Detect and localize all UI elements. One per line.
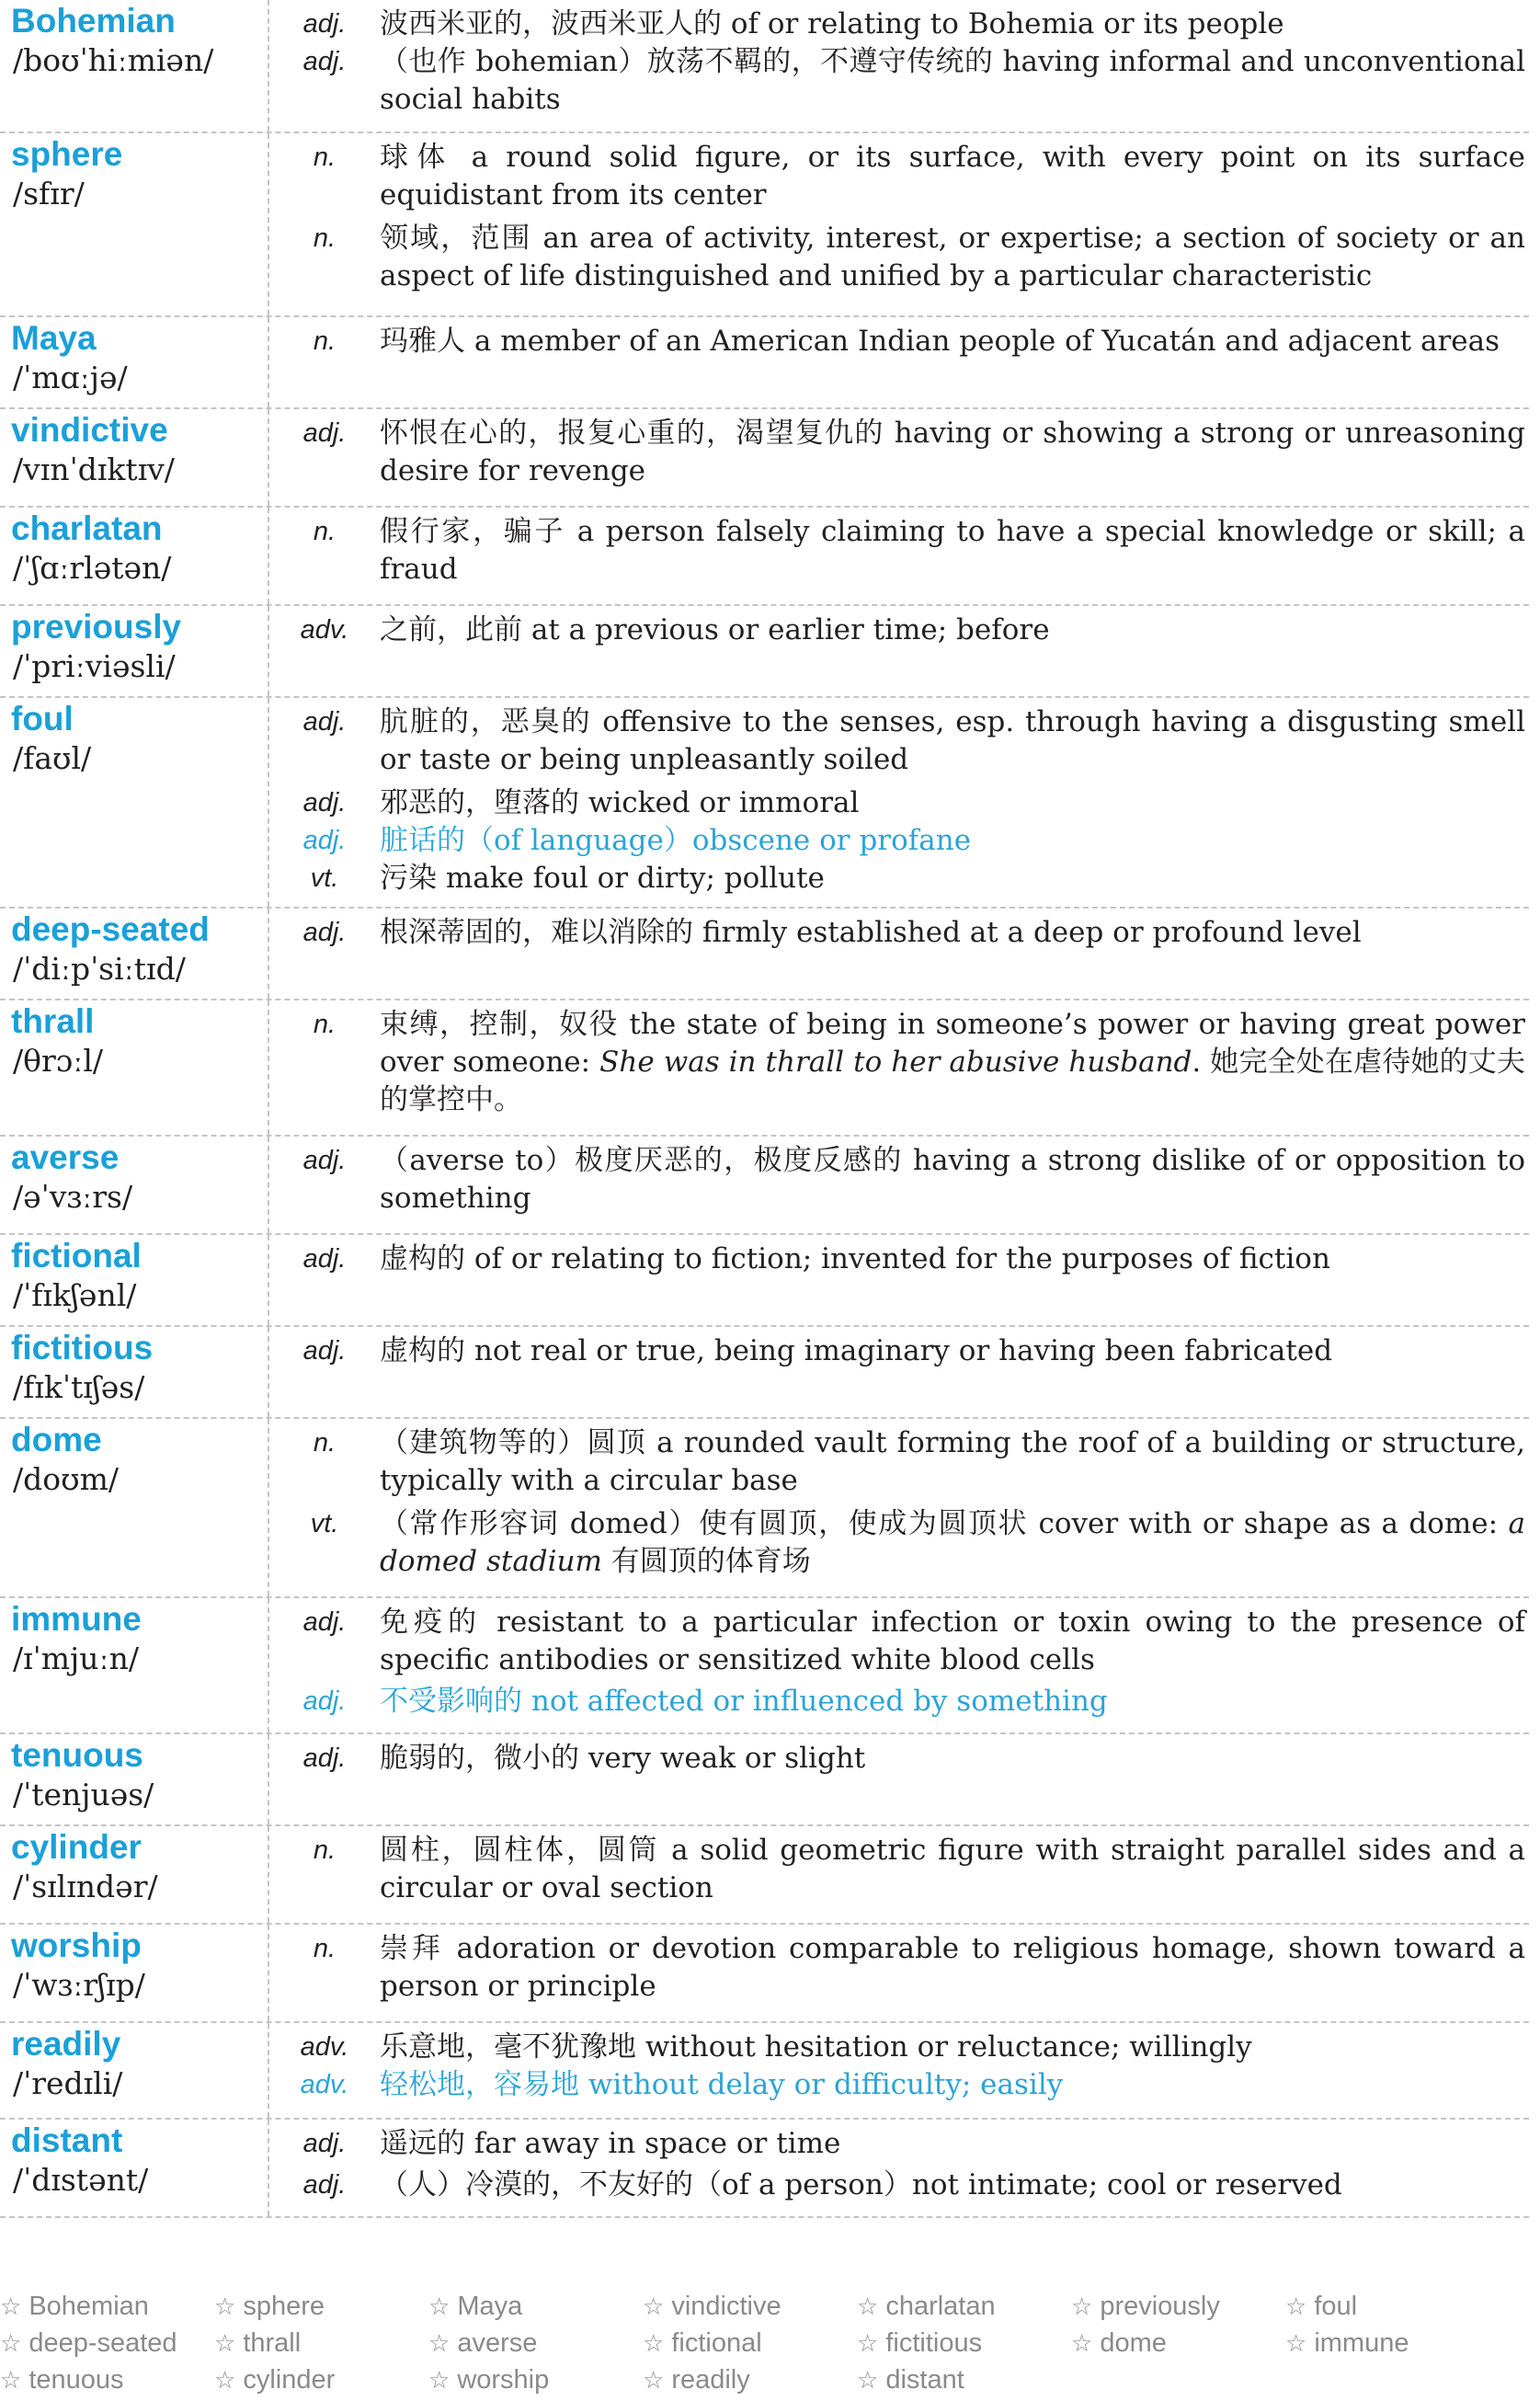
- index-item: [0, 2288, 214, 2325]
- sense: [269, 1930, 1529, 2006]
- example: She was in thrall to her abusive husband: [599, 1046, 1192, 1079]
- definition: 假行家，骗子 a person falsely claiming to have a special knowledge or skill; a fraud: [380, 515, 1525, 586]
- index-item: [214, 2361, 428, 2398]
- index-item: [0, 2361, 214, 2398]
- phonetic: /ˈdɪstənt/: [13, 2162, 149, 2198]
- definition: 球体 a round solid figure, or its surface, with every point on its surface equidistant from its center: [380, 141, 1525, 212]
- sense: [269, 1505, 1529, 1581]
- definition: [380, 1505, 1529, 1581]
- definitions: [269, 2120, 1529, 2216]
- word-column: [0, 1235, 269, 1325]
- index-item: [214, 2288, 428, 2325]
- phonetic: /faʊl/: [13, 740, 92, 776]
- part-of-speech: vt.: [310, 863, 339, 893]
- index-word: deep-seated: [29, 2328, 177, 2358]
- entry-fictional: [0, 1235, 1529, 1327]
- part-of-speech: adv.: [300, 2032, 349, 2062]
- definition: 崇拜 adoration or devotion comparable to religious homage, shown toward a person or principle: [380, 1932, 1525, 2003]
- sense: [269, 2167, 1529, 2204]
- index-item: [643, 2361, 857, 2398]
- part-of-speech: adj.: [302, 2129, 347, 2158]
- part-of-speech: adj.: [302, 418, 347, 448]
- sense: [269, 513, 1529, 589]
- star-icon: ☆: [214, 2292, 236, 2320]
- index-word: vindictive: [671, 2292, 781, 2321]
- index-word: cylinder: [243, 2365, 336, 2395]
- part-of-speech: adj.: [302, 1686, 347, 1716]
- phonetic: /ˈsɪlɪndər/: [13, 1869, 158, 1904]
- phonetic: /ˈdiːpˈsiːtɪd/: [13, 951, 186, 987]
- part-of-speech: adj.: [302, 826, 347, 855]
- definition: 肮脏的，恶臭的 offensive to the senses, esp. through having a disgusting smell or taste or being unpleasantly soiled: [380, 705, 1525, 776]
- definition: （建筑物等的）圆顶 a rounded vault forming the roof of a building or structure, typically with a circular base: [380, 1426, 1525, 1497]
- entry-foul: [0, 698, 1529, 909]
- headword: readily: [11, 2025, 121, 2063]
- definitions: [269, 1734, 1529, 1824]
- sense: [269, 1604, 1529, 1679]
- definitions: [269, 1137, 1529, 1233]
- part-of-speech: n.: [313, 1010, 337, 1039]
- index-item: [1285, 2325, 1500, 2361]
- index-item: [857, 2325, 1071, 2361]
- index-word: fictitious: [885, 2328, 983, 2358]
- sense: [269, 415, 1529, 490]
- index-word: thrall: [243, 2328, 302, 2358]
- headword: immune: [11, 1600, 142, 1638]
- star-icon: ☆: [643, 2329, 665, 2357]
- part-of-speech: adj.: [302, 1336, 347, 1366]
- entry-tenuous: [0, 1734, 1529, 1826]
- definition: [380, 1006, 1529, 1119]
- part-of-speech: vt.: [310, 1509, 339, 1538]
- word-column: [0, 1925, 269, 2021]
- index-item: [214, 2325, 428, 2361]
- headword: fictional: [11, 1237, 142, 1275]
- part-of-speech: adj.: [302, 2170, 347, 2200]
- index-item: [1071, 2288, 1285, 2325]
- index-word: distant: [885, 2365, 964, 2395]
- entry-charlatan: [0, 508, 1529, 606]
- entry-vindictive: [0, 409, 1529, 508]
- entry-previously: [0, 606, 1529, 698]
- definition: 根深蒂固的，难以消除的 firmly established at a deep or profound level: [380, 916, 1362, 949]
- part-of-speech: adj.: [302, 1607, 347, 1637]
- sense: [269, 784, 1529, 822]
- definition: 虚构的 of or relating to fiction; invented for the purposes of fiction: [380, 1242, 1330, 1275]
- index-word: dome: [1100, 2328, 1167, 2358]
- definitions: [269, 1419, 1529, 1596]
- sense: [269, 1424, 1529, 1500]
- definitions: [269, 508, 1529, 604]
- headword: averse: [11, 1138, 120, 1176]
- star-icon: ☆: [1071, 2329, 1093, 2357]
- sense: [269, 860, 1529, 898]
- index-word: foul: [1314, 2292, 1358, 2321]
- sense: [269, 2029, 1529, 2066]
- word-column: [0, 508, 269, 604]
- part-of-speech: adv.: [300, 2070, 349, 2099]
- definitions: [269, 317, 1529, 407]
- definition: 圆柱，圆柱体，圆筒 a solid geometric figure with straight parallel sides and a circular or oval section: [380, 1834, 1525, 1904]
- definitions: [269, 1327, 1529, 1417]
- headword: sphere: [11, 135, 123, 173]
- word-column: [0, 909, 269, 999]
- star-icon: ☆: [428, 2292, 451, 2320]
- star-icon: ☆: [0, 2292, 22, 2320]
- index-word: previously: [1100, 2292, 1220, 2321]
- entry-dome: [0, 1419, 1529, 1598]
- index-item: [0, 2325, 214, 2361]
- word-column: [0, 1734, 269, 1824]
- star-icon: ☆: [428, 2329, 451, 2357]
- index-item: [428, 2288, 643, 2325]
- sense: [269, 1332, 1529, 1370]
- word-column: [0, 1598, 269, 1732]
- phonetic: /ˈwɜːrʃɪp/: [13, 1967, 145, 2003]
- star-icon: ☆: [857, 2329, 879, 2357]
- index-word: charlatan: [885, 2292, 996, 2321]
- word-column: [0, 1000, 269, 1135]
- phonetic: /ˈredɪli/: [13, 2065, 123, 2101]
- part-of-speech: n.: [313, 143, 337, 172]
- definition: 之前，此前 at a previous or earlier time; before: [380, 613, 1050, 646]
- headword: Maya: [11, 319, 97, 357]
- definition: 领域，范围 an area of activity, interest, or expertise; a section of society or an aspect of life distinguished and unified by a particular characteristic: [380, 222, 1525, 292]
- definitions: [269, 909, 1529, 999]
- part-of-speech: n.: [313, 1835, 337, 1865]
- index-word: immune: [1314, 2328, 1409, 2358]
- phonetic: /θrɔːl/: [13, 1043, 104, 1079]
- headword: fictitious: [11, 1329, 154, 1366]
- headword: Bohemian: [11, 2, 176, 40]
- part-of-speech: n.: [313, 1934, 337, 1963]
- star-icon: ☆: [643, 2292, 665, 2320]
- example: a domed stadium: [380, 1507, 1525, 1578]
- part-of-speech: n.: [313, 223, 337, 253]
- definition: 不受影响的 not affected or influenced by something: [380, 1685, 1108, 1718]
- definitions: [269, 606, 1529, 696]
- sense-highlighted: [269, 2066, 1529, 2104]
- entry-worship: [0, 1925, 1529, 2023]
- definition: 波西米亚的，波西米亚人的 of or relating to Bohemia or its people: [380, 7, 1284, 40]
- index-item: [643, 2288, 857, 2325]
- sense: [269, 1241, 1529, 1278]
- sense: [269, 1832, 1529, 1907]
- definition: 邪恶的，堕落的 wicked or immoral: [380, 786, 860, 819]
- index-item: [1285, 2288, 1500, 2325]
- entry-thrall: [0, 1000, 1529, 1137]
- word-column: [0, 1419, 269, 1596]
- entry-readily: [0, 2023, 1529, 2120]
- sense: [269, 612, 1529, 649]
- headword: dome: [11, 1421, 102, 1458]
- word-column: [0, 1826, 269, 1923]
- sense: [269, 43, 1529, 119]
- entry-maya: [0, 317, 1529, 409]
- word-column: [0, 2023, 269, 2118]
- headword: deep-seated: [11, 910, 210, 948]
- star-icon: ☆: [428, 2366, 451, 2394]
- phonetic: /ˈtenjuəs/: [13, 1777, 154, 1812]
- index-item: [428, 2361, 643, 2398]
- part-of-speech: n.: [313, 326, 337, 356]
- sense: [269, 1740, 1529, 1778]
- headword: tenuous: [11, 1736, 143, 1774]
- entry-sphere: [0, 133, 1529, 317]
- sense: [269, 139, 1529, 214]
- sense: [269, 6, 1529, 43]
- part-of-speech: n.: [313, 1428, 337, 1458]
- sense: [269, 1142, 1529, 1218]
- sense: [269, 914, 1529, 952]
- definitions: [269, 409, 1529, 506]
- definitions: [269, 1598, 1529, 1732]
- part-of-speech: adj.: [302, 707, 347, 737]
- definition: 轻松地，容易地 without delay or difficulty; easily: [380, 2068, 1064, 2101]
- part-of-speech: adv.: [300, 615, 349, 645]
- definition: （averse to）极度厌恶的，极度反感的 having a strong dislike of or opposition to something: [380, 1144, 1525, 1215]
- headword: previously: [11, 608, 182, 646]
- word-column: [0, 133, 269, 315]
- headword: thrall: [11, 1002, 95, 1040]
- phonetic: /ˈmɑːjə/: [13, 360, 128, 395]
- phonetic: /vɪnˈdɪktɪv/: [13, 452, 175, 487]
- definition-text: （常作形容词 domed）使有圆顶，使成为圆顶状 cover with or shape as a dome:: [380, 1507, 1509, 1540]
- definition: 脆弱的，微小的 very weak or slight: [380, 1742, 866, 1775]
- phonetic: /ˈʃɑːrlətən/: [13, 550, 172, 586]
- star-icon: ☆: [857, 2366, 879, 2394]
- part-of-speech: adj.: [302, 47, 347, 76]
- phonetic: /ɪˈmjuːn/: [13, 1641, 140, 1676]
- part-of-speech: adj.: [302, 918, 347, 947]
- definition: 脏话的（of language）obscene or profane: [380, 824, 972, 857]
- definition: 污染 make foul or dirty; pollute: [380, 862, 825, 895]
- part-of-speech: adj.: [302, 1744, 347, 1773]
- sense: [269, 703, 1529, 779]
- entry-deep-seated: [0, 909, 1529, 1000]
- word-column: [0, 317, 269, 407]
- definition: （也作 bohemian）放荡不羁的，不遵守传统的 having informal and unconventional social habits: [380, 45, 1525, 116]
- word-index: [0, 2288, 1540, 2398]
- definition: 怀恨在心的，报复心重的，渴望复仇的 having or showing a strong or unreasoning desire for revenge: [380, 417, 1525, 487]
- index-item: [857, 2361, 1071, 2398]
- headword: vindictive: [11, 411, 168, 449]
- star-icon: ☆: [1071, 2292, 1093, 2320]
- star-icon: ☆: [1285, 2292, 1307, 2320]
- star-icon: ☆: [1285, 2329, 1307, 2357]
- index-word: Bohemian: [29, 2292, 149, 2321]
- phonetic: /doʊm/: [13, 1461, 119, 1497]
- example-translation: . 她完全处在虐待她的丈夫的掌控中。: [380, 1046, 1525, 1116]
- word-column: [0, 1327, 269, 1417]
- phonetic: /boʊˈhiːmiən/: [13, 42, 214, 78]
- star-icon: ☆: [214, 2366, 236, 2394]
- star-icon: ☆: [0, 2329, 22, 2357]
- word-column: [0, 698, 269, 907]
- sense: [269, 220, 1529, 295]
- headword: worship: [11, 1927, 142, 1964]
- index-item: [857, 2288, 1071, 2325]
- definition-text: 束缚，控制，奴役 the state of being in someone’s power or having great power over someone:: [380, 1008, 1525, 1079]
- definitions: [269, 133, 1529, 315]
- definition: 玛雅人 a member of an American Indian people of Yucatán and adjacent areas: [380, 325, 1500, 358]
- word-column: [0, 606, 269, 696]
- definition: 乐意地，毫不犹豫地 without hesitation or reluctance; willingly: [380, 2030, 1252, 2064]
- index-word: tenuous: [29, 2365, 124, 2395]
- definition: （人）冷漠的，不友好的（of a person）not intimate; cool or reserved: [380, 2168, 1342, 2201]
- entry-fictitious: [0, 1327, 1529, 1419]
- definitions: [269, 1925, 1529, 2021]
- sense-highlighted: [269, 1683, 1529, 1721]
- entry-averse: [0, 1137, 1529, 1235]
- word-column: [0, 0, 269, 131]
- definitions: [269, 2023, 1529, 2118]
- phonetic: /ˈpriːviəsli/: [13, 648, 176, 684]
- index-word: sphere: [243, 2292, 325, 2321]
- star-icon: ☆: [214, 2329, 236, 2357]
- index-word: fictional: [671, 2328, 762, 2358]
- word-column: [0, 409, 269, 506]
- sense-highlighted: [269, 822, 1529, 860]
- definitions: [269, 1000, 1529, 1135]
- headword: distant: [11, 2121, 123, 2159]
- definitions: [269, 0, 1529, 131]
- sense: [269, 2125, 1529, 2163]
- word-column: [0, 2120, 269, 2216]
- headword: cylinder: [11, 1828, 142, 1866]
- entry-cylinder: [0, 1826, 1529, 1925]
- part-of-speech: adj.: [302, 1244, 347, 1274]
- index-word: Maya: [457, 2292, 523, 2321]
- headword: charlatan: [11, 509, 163, 547]
- star-icon: ☆: [857, 2292, 879, 2320]
- part-of-speech: adj.: [302, 1146, 347, 1175]
- headword: foul: [11, 700, 74, 737]
- star-icon: ☆: [643, 2366, 665, 2394]
- phonetic: /ˈfɪkʃənl/: [13, 1277, 137, 1313]
- definition: 虚构的 not real or true, being imaginary or having been fabricated: [380, 1334, 1333, 1367]
- definition: 免疫的 resistant to a particular infection or toxin owing to the presence of specific antibodies or sensitized white blood cells: [380, 1606, 1525, 1676]
- phonetic: /sfɪr/: [13, 176, 85, 212]
- index-word: worship: [457, 2365, 550, 2395]
- word-column: [0, 1137, 269, 1233]
- phonetic: /fɪkˈtɪʃəs/: [13, 1369, 145, 1405]
- part-of-speech: adj.: [302, 788, 347, 817]
- entry-distant: [0, 2120, 1529, 2218]
- sense: [269, 1006, 1529, 1119]
- part-of-speech: adj.: [302, 9, 347, 39]
- index-word: averse: [457, 2328, 538, 2358]
- example-translation: 有圆顶的体育场: [601, 1545, 811, 1578]
- index-item: [1071, 2325, 1285, 2361]
- definition: 遥远的 far away in space or time: [380, 2127, 841, 2160]
- definitions: [269, 1826, 1529, 1923]
- star-icon: ☆: [0, 2366, 22, 2394]
- index-item: [643, 2325, 857, 2361]
- definitions: [269, 698, 1529, 907]
- phonetic: /əˈvɜːrs/: [13, 1179, 133, 1215]
- index-item: [428, 2325, 643, 2361]
- index-word: readily: [671, 2365, 750, 2395]
- entry-immune: [0, 1598, 1529, 1734]
- definitions: [269, 1235, 1529, 1325]
- entry-bohemian: [0, 0, 1529, 133]
- sense: [269, 323, 1529, 360]
- part-of-speech: n.: [313, 517, 337, 546]
